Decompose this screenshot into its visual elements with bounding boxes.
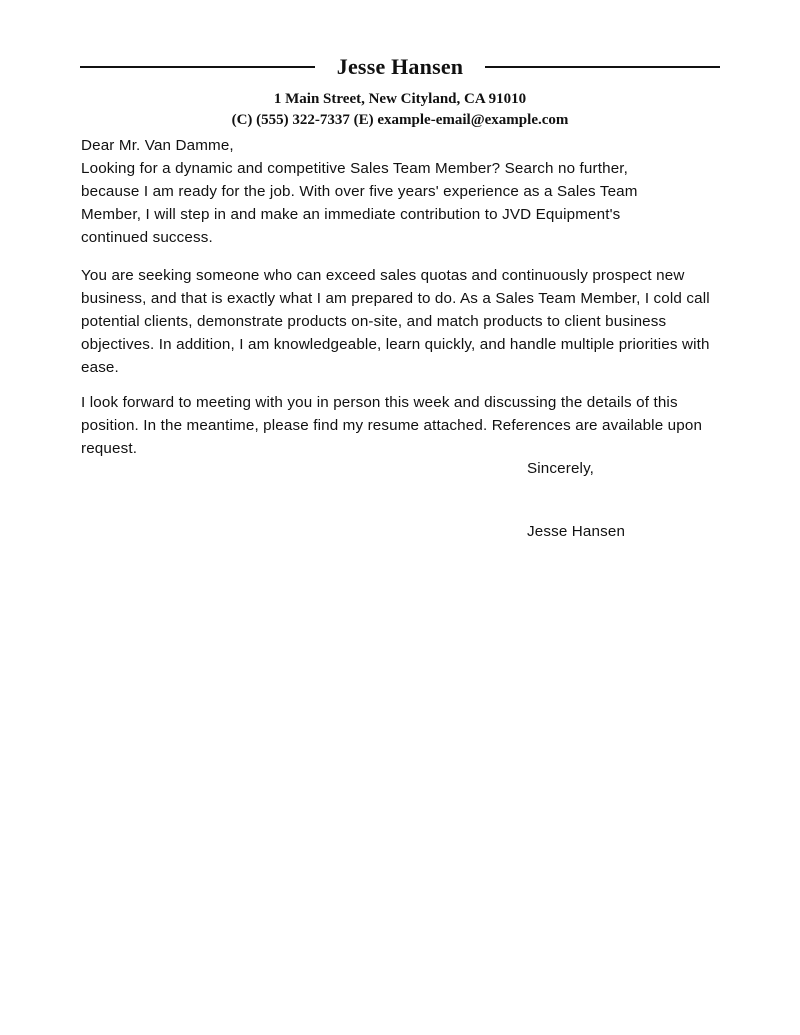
header-rule-right [485,66,720,68]
body-paragraph-3: I look forward to meeting with you in person this week and discussing the details of this position. In the meantime, please find my resume attached. References are available upon request. [81,394,703,457]
header-rule-left [80,66,315,68]
body-paragraph-2: You are seeking someone who can exceed sales quotas and continuously prospect new business, and that is exactly what I am prepared to do. As a Sales Team Member, I cold call potential clients, demonstrate products on-site, and match products to client business objectives. In addition, I am knowledgeable, learn quickly, and handle multiple priorities with ease. [81,267,710,376]
letterhead [80,52,720,82]
salutation: Dear Mr. Van Damme, [81,137,234,154]
body-paragraph-1: Looking for a dynamic and competitive Sales Team Member? Search no further, because I am ready for the job. With over five years' experience as a Sales Team Member, I will step in and make an immediate contribution to JVD Equipment's continued success. [81,160,638,246]
sender-name: Jesse Hansen [336,54,464,79]
sender-contact: (C) (555) 322-7337 (E) example-email@example.com [231,112,569,128]
valediction: Sincerely, [527,460,595,477]
signature-name: Jesse Hansen [527,523,626,540]
sender-address: 1 Main Street, New Cityland, CA 91010 [273,91,527,107]
